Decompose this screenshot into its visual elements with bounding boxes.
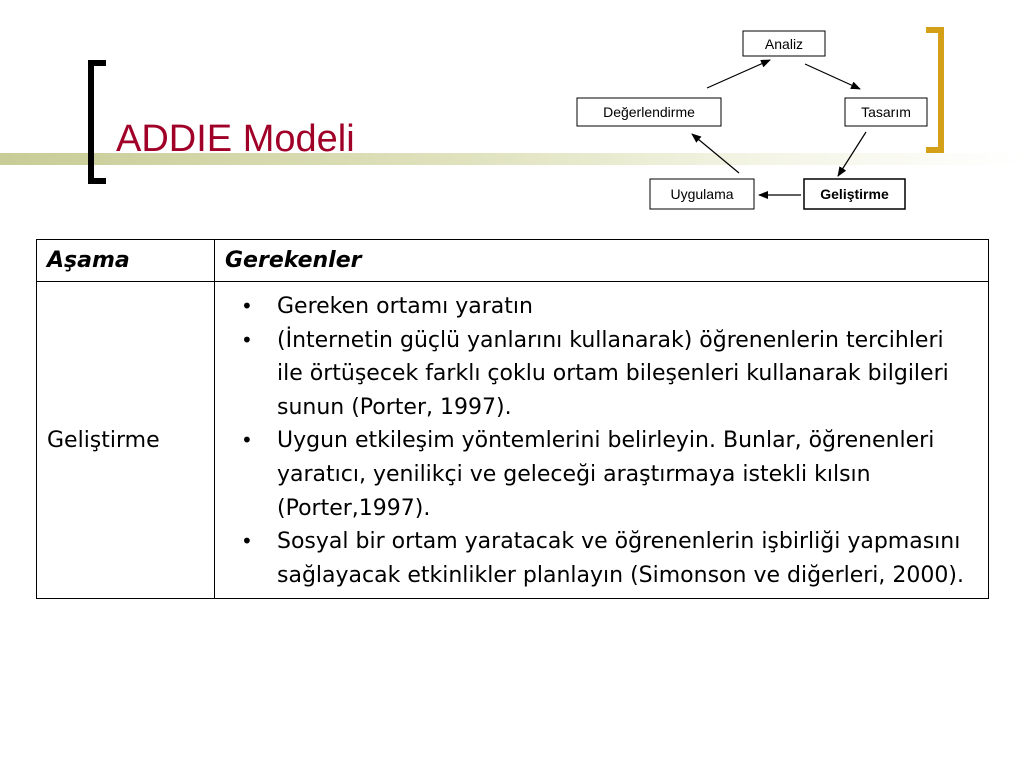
stage-cell: Geliştirme (37, 282, 215, 599)
requirements-column-header: Gerekenler (215, 240, 989, 282)
slide-title: ADDIE Modeli (116, 118, 355, 160)
list-item: • Sosyal bir ortam yaratacak ve öğrenenlerin işbirliği yapmasını sağlayacak etkinlikler planlayın (Simonson ve diğerleri, 2000). (227, 525, 976, 592)
list-item: • Gereken ortamı yaratın (227, 290, 976, 324)
list-item: • Uygun etkileşim yöntemlerini belirleyin. Bunlar, öğrenenleri yaratıcı, yenilikçi ve geleceği araştırmaya istekli kılsın (Porter,1997). (227, 424, 976, 525)
arrow-analysis-to-design (805, 64, 860, 89)
arrow-evaluation-to-analysis (707, 60, 770, 88)
implementation-label: Uygulama (670, 186, 734, 202)
evaluation-label: Değerlendirme (603, 104, 695, 120)
development-node (804, 179, 905, 209)
implementation-node (650, 179, 754, 209)
arrow-implementation-to-evaluation (692, 134, 739, 173)
content-table (36, 239, 989, 599)
analysis-node (743, 31, 825, 56)
table-row (37, 282, 989, 599)
design-node (845, 98, 927, 126)
analysis-label: Analiz (764, 36, 804, 52)
evaluation-node (577, 98, 721, 126)
list-item: • (İnternetin güçlü yanlarını kullanarak) öğrenenlerin tercihleri ile örtüşecek farklı çoklu ortam bileşenleri kullanarak bilgileri sunun (Porter, 1997). (227, 324, 976, 425)
table-header-row (37, 240, 989, 282)
design-label: Tasarım (861, 104, 911, 120)
addie-cycle-diagram (0, 0, 1024, 230)
arrow-design-to-development (838, 132, 866, 176)
development-label: Geliştirme (820, 186, 889, 202)
requirements-list (227, 290, 976, 592)
stage-column-header: Aşama (37, 240, 215, 282)
requirements-cell (215, 282, 989, 599)
